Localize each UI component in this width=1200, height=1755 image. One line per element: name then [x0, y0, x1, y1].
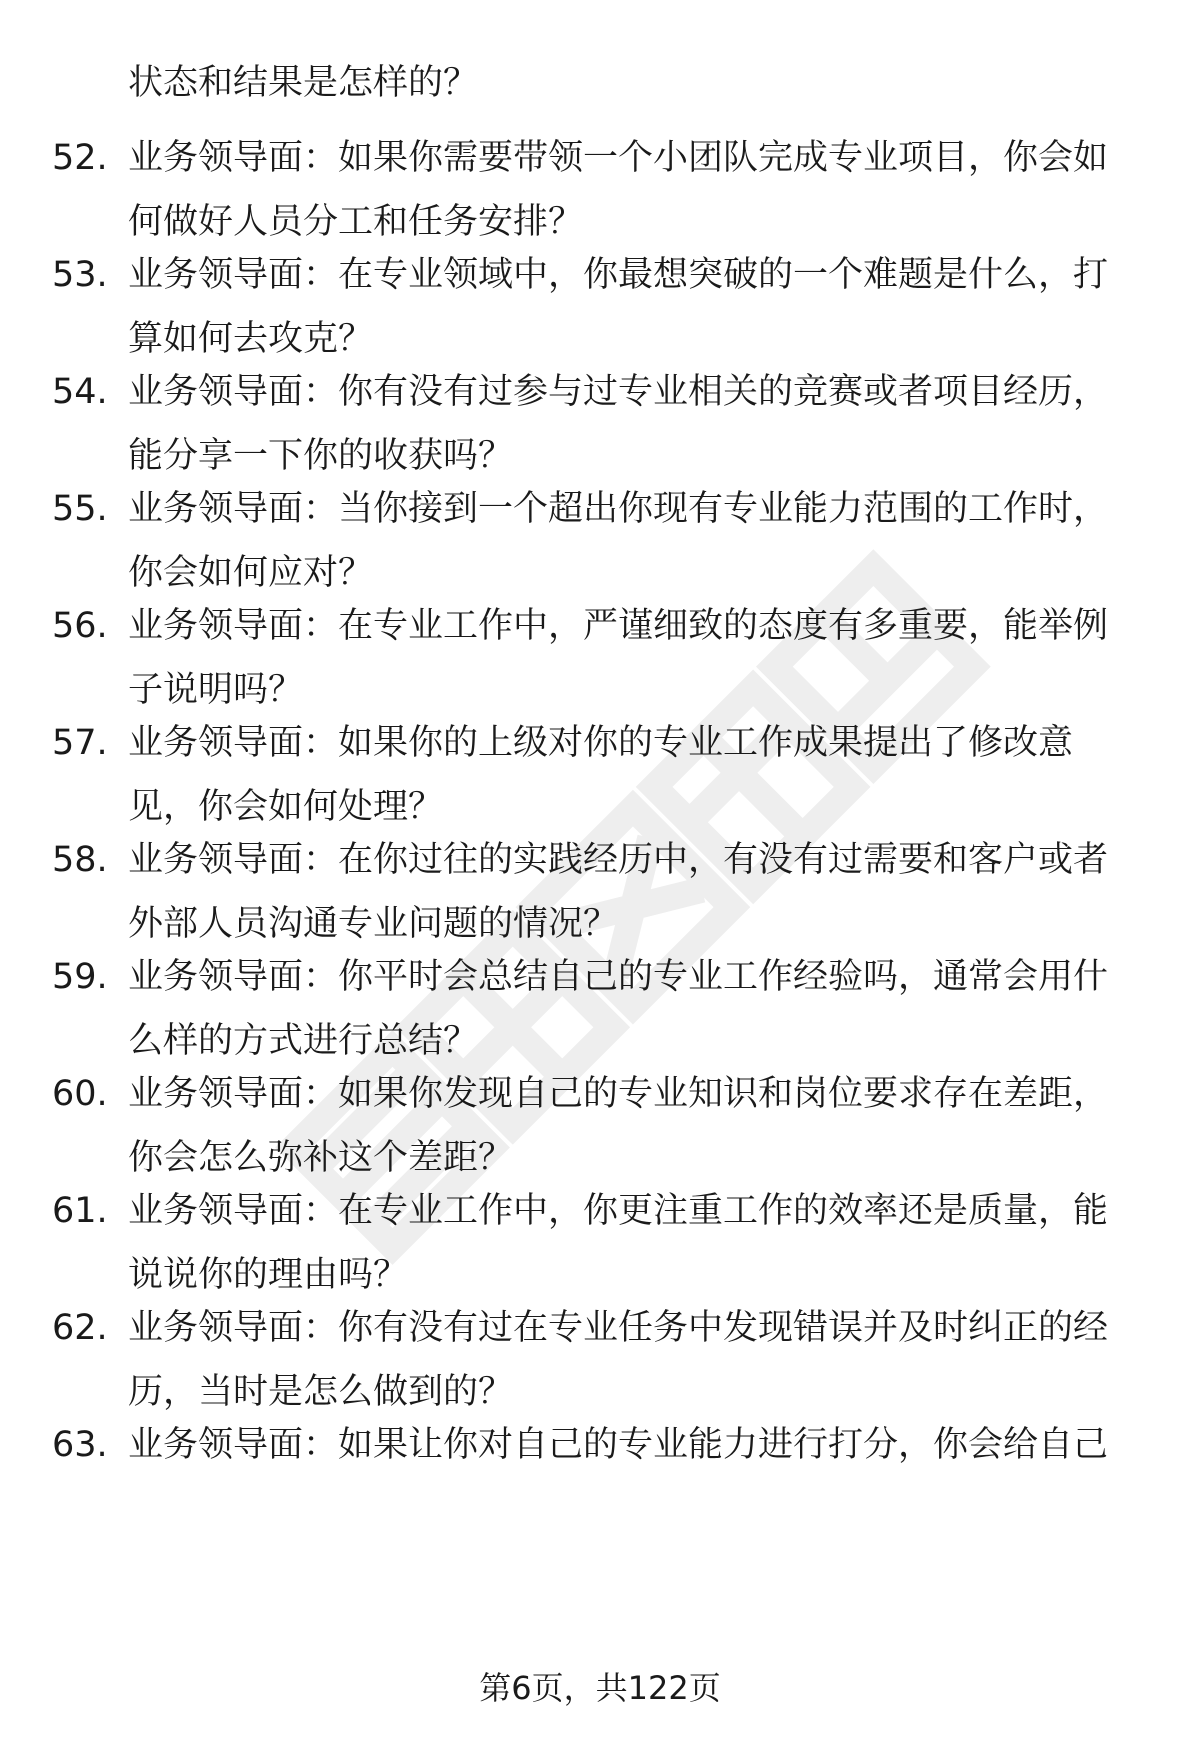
question-item [0, 718, 1200, 828]
question-text-line: 何做好人员分工和任务安排？ [128, 202, 584, 242]
question-continuation: 状态和结果是怎样的？ [128, 63, 479, 103]
question-number: 55. [52, 489, 108, 529]
question-item [0, 484, 1200, 594]
question-text-line: 子说明吗？ [128, 670, 304, 710]
question-item [0, 367, 1200, 477]
question-text-line: 业务领导面：如果你需要带领一个小团队完成专业项目，你会如 [128, 138, 1109, 178]
question-number: 52. [52, 138, 108, 178]
question-text-line: 业务领导面：在专业工作中，严谨细致的态度有多重要，能举例 [128, 606, 1109, 646]
question-text-line: 你会怎么弥补这个差距？ [128, 1138, 514, 1178]
question-text-line: 业务领导面：在你过往的实践经历中，有没有过需要和客户或者 [128, 840, 1109, 880]
question-text-line: 你会如何应对？ [128, 553, 374, 593]
question-item [0, 601, 1200, 711]
question-number: 56. [52, 606, 108, 646]
question-text-line: 能分享一下你的收获吗？ [128, 436, 514, 476]
question-text-line: 业务领导面：在专业工作中，你更注重工作的效率还是质量，能 [128, 1191, 1109, 1231]
question-text-line: 业务领导面：你有没有过参与过专业相关的竞赛或者项目经历， [128, 372, 1109, 412]
question-text-line: 算如何去攻克？ [128, 319, 374, 359]
question-item [0, 1303, 1200, 1413]
question-text-line: 业务领导面：如果你发现自己的专业知识和岗位要求存在差距， [128, 1074, 1109, 1114]
question-number: 54. [52, 372, 108, 412]
question-item [0, 250, 1200, 360]
question-number: 63. [52, 1425, 108, 1465]
question-text-line: 外部人员沟通专业问题的情况？ [128, 904, 619, 944]
question-number: 58. [52, 840, 108, 880]
question-number: 62. [52, 1308, 108, 1348]
question-number: 53. [52, 255, 108, 295]
question-text-line: 业务领导面：你有没有过在专业任务中发现错误并及时纠正的经 [128, 1308, 1109, 1348]
question-text-line: 么样的方式进行总结？ [128, 1021, 479, 1061]
question-text-line: 业务领导面：你平时会总结自己的专业工作经验吗，通常会用什 [128, 957, 1109, 997]
question-item [0, 1186, 1200, 1296]
question-item [0, 835, 1200, 945]
question-number: 60. [52, 1074, 108, 1114]
question-number: 57. [52, 723, 108, 763]
question-text-line: 历，当时是怎么做到的？ [128, 1372, 514, 1412]
question-text-line: 业务领导面：在专业领域中，你最想突破的一个难题是什么，打 [128, 255, 1109, 295]
question-text-line: 业务领导面：如果你的上级对你的专业工作成果提出了修改意 [128, 723, 1074, 763]
page-number-footer: 第6页，共122页 [479, 1669, 721, 1707]
question-text-line: 业务领导面：如果让你对自己的专业能力进行打分，你会给自己 [128, 1425, 1109, 1465]
question-item [0, 1420, 1200, 1530]
question-number: 61. [52, 1191, 108, 1231]
question-number: 59. [52, 957, 108, 997]
question-text-line: 见，你会如何处理？ [128, 787, 444, 827]
question-item [0, 133, 1200, 243]
question-text-line: 业务领导面：当你接到一个超出你现有专业能力范围的工作时， [128, 489, 1109, 529]
question-item [0, 1069, 1200, 1179]
question-text-line: 说说你的理由吗？ [128, 1255, 409, 1295]
question-item [0, 952, 1200, 1062]
